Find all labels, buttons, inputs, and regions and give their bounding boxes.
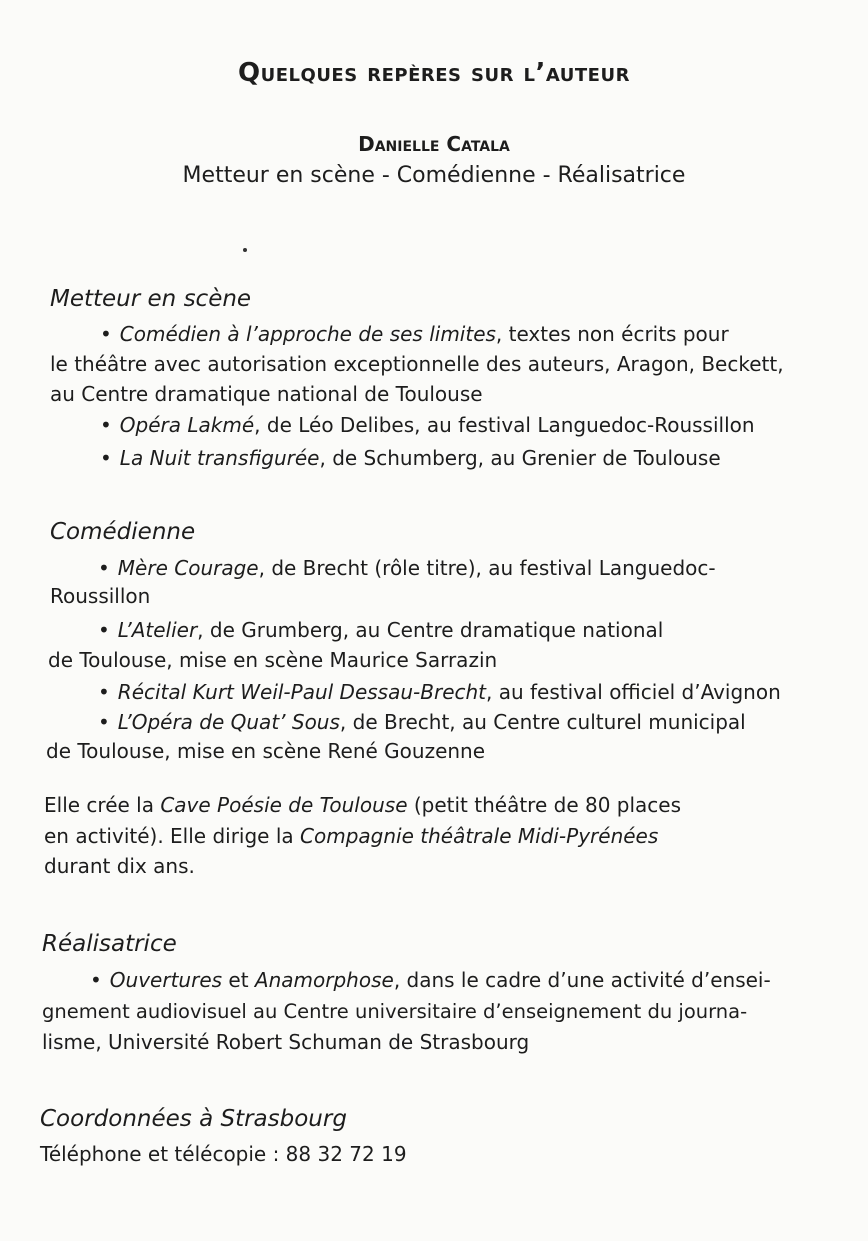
list-item <box>98 553 716 583</box>
item-text: , de Léo Delibes, au festival Languedoc-Roussillon <box>254 413 755 437</box>
paragraph-line: durant dix ans. <box>44 854 195 878</box>
item-text: , dans le cadre d’une activité d’ensei- <box>393 968 771 992</box>
work-title: Opéra Lakmé <box>119 413 255 437</box>
item-text: au Centre dramatique national de Toulouse <box>50 382 483 406</box>
list-item <box>100 319 729 349</box>
bullet-icon: • <box>98 618 110 642</box>
item-text: , de Brecht, au Centre culturel municipal <box>339 710 746 734</box>
item-text: et <box>222 968 255 992</box>
bullet-icon: • <box>100 322 112 346</box>
work-title: L’Atelier <box>117 618 198 642</box>
item-text: , de Grumberg, au Centre dramatique national <box>197 618 664 642</box>
item-text: , de Brecht (rôle titre), au festival Languedoc- <box>258 556 716 580</box>
list-item <box>98 707 746 737</box>
work-title: La Nuit transfigurée <box>119 446 320 470</box>
heading-metteur: Metteur en scène <box>50 286 252 312</box>
work-title: Récital Kurt Weil-Paul Dessau-Brecht <box>117 680 487 704</box>
bullet-icon: • <box>90 968 102 992</box>
stray-dot <box>243 248 247 252</box>
bullet-icon: • <box>98 710 110 734</box>
paragraph-line <box>44 821 658 851</box>
item-text: de Toulouse, mise en scène Maurice Sarrazin <box>48 648 498 672</box>
item-text: lisme, Université Robert Schuman de Strasbourg <box>42 1030 530 1054</box>
item-text: gnement audiovisuel au Centre universitaire d’enseignement du journa- <box>42 1000 748 1023</box>
list-item <box>98 677 781 707</box>
work-title: Anamorphose <box>254 968 394 992</box>
work-title: Comédien à l’approche de ses limites <box>119 322 496 346</box>
work-title: Compagnie théâtrale Midi-Pyrénées <box>300 824 659 848</box>
item-text: , textes non écrits pour <box>495 322 729 346</box>
list-item <box>90 965 771 995</box>
item-text: Roussillon <box>50 584 151 608</box>
heading-coordonnees: Coordonnées à Strasbourg <box>40 1106 347 1132</box>
list-item <box>98 615 663 645</box>
list-item <box>100 410 755 440</box>
bullet-icon: • <box>100 413 112 437</box>
bullet-icon: • <box>100 446 112 470</box>
list-item <box>100 443 721 473</box>
bullet-icon: • <box>98 680 110 704</box>
para-text: (petit théâtre de 80 places <box>407 793 682 817</box>
para-text: Elle crée la <box>44 793 161 817</box>
heading-realisatrice: Réalisatrice <box>42 931 177 957</box>
page-title: Quelques repères sur l’auteur <box>238 58 630 88</box>
item-text: , de Schumberg, au Grenier de Toulouse <box>319 446 721 470</box>
bullet-icon: • <box>98 556 110 580</box>
heading-comedienne: Comédienne <box>50 519 196 545</box>
author-roles: Metteur en scène - Comédienne - Réalisatrice <box>182 163 686 188</box>
work-title: Cave Poésie de Toulouse <box>160 793 408 817</box>
work-title: Ouvertures <box>109 968 223 992</box>
paragraph-line <box>44 790 681 820</box>
author-name: Danielle Catala <box>358 132 510 156</box>
work-title: L’Opéra de Quat’ Sous <box>117 710 340 734</box>
para-text: en activité). Elle dirige la <box>44 824 301 848</box>
item-text: le théâtre avec autorisation exceptionnelle des auteurs, Aragon, Beckett, <box>50 352 784 376</box>
item-text: de Toulouse, mise en scène René Gouzenne <box>46 739 486 763</box>
contact-line: Téléphone et télécopie : 88 32 72 19 <box>40 1142 407 1166</box>
work-title: Mère Courage <box>117 556 259 580</box>
item-text: , au festival officiel d’Avignon <box>486 680 781 704</box>
